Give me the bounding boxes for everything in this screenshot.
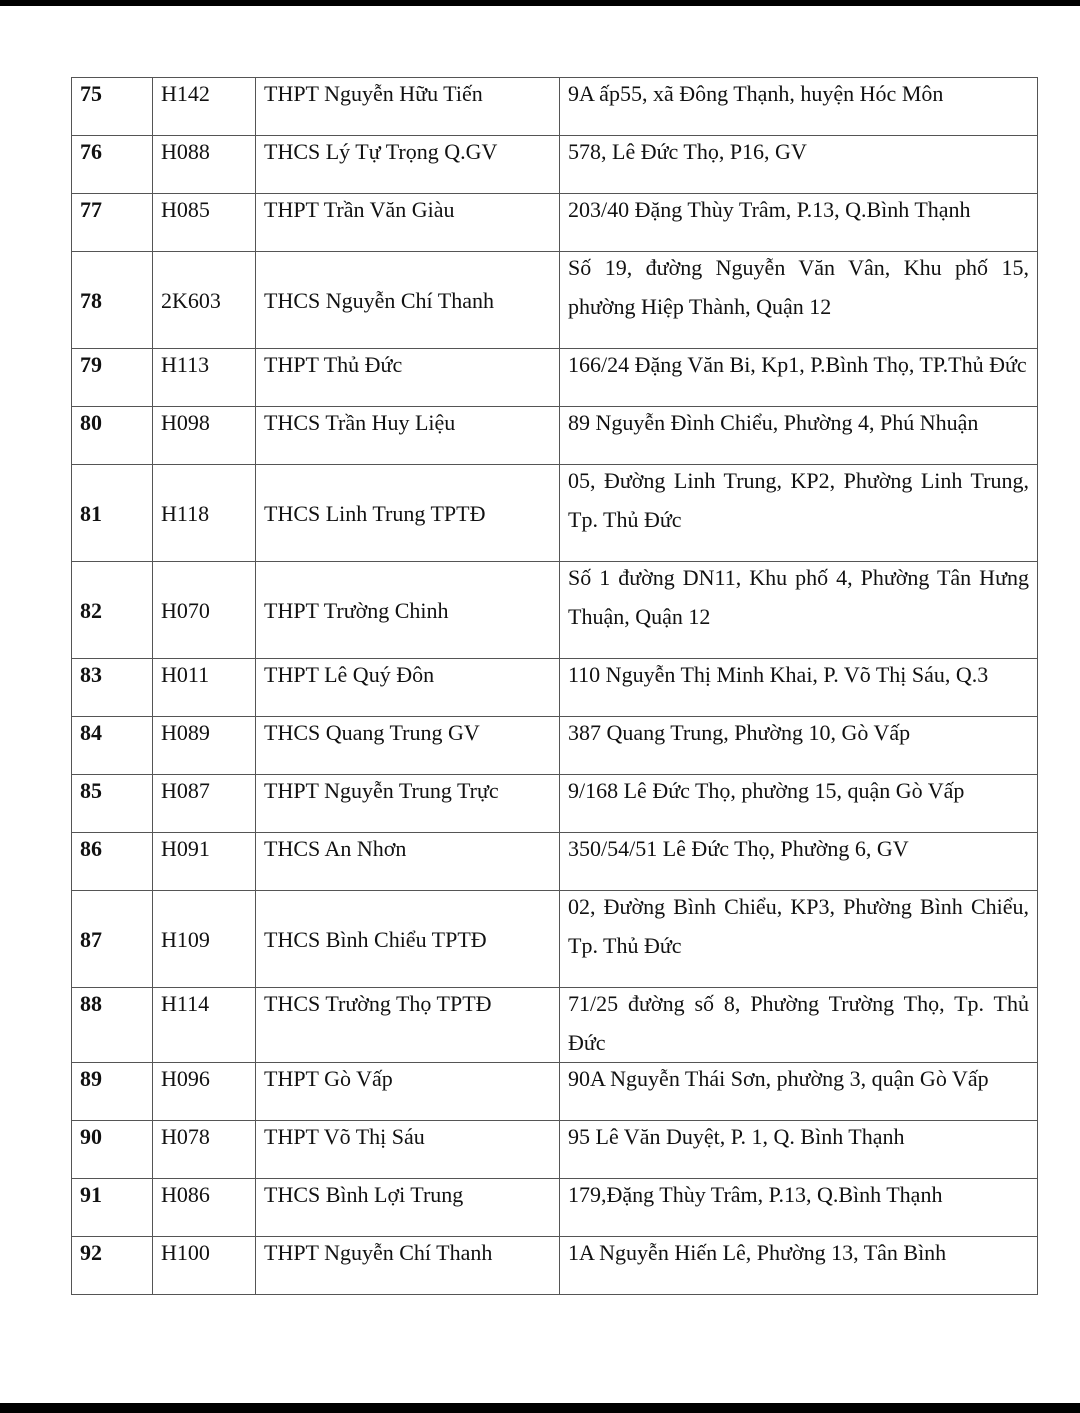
row-number-cell (72, 988, 153, 1063)
school-code-cell (153, 252, 256, 349)
school-name-cell (256, 78, 560, 136)
school-address-cell (560, 891, 1038, 988)
school-address-cell (560, 407, 1038, 465)
school-code-cell (153, 775, 256, 833)
table-row (72, 465, 1038, 562)
school-code-cell (153, 349, 256, 407)
row-number-cell (72, 833, 153, 891)
school-address: 9A ấp55, xã Đông Thạnh, huyện Hóc Môn (568, 81, 944, 106)
school-code-cell (153, 78, 256, 136)
school-name-cell (256, 1121, 560, 1179)
table-row (72, 659, 1038, 717)
table-row (72, 78, 1038, 136)
school-address-cell (560, 1237, 1038, 1295)
school-address: 110 Nguyễn Thị Minh Khai, P. Võ Thị Sáu, Q.3 (568, 662, 989, 687)
school-code: H089 (161, 720, 210, 745)
school-address-cell (560, 78, 1038, 136)
school-code-cell (153, 833, 256, 891)
school-code: H096 (161, 1066, 210, 1091)
row-number: 79 (80, 352, 102, 377)
school-code: H114 (161, 991, 210, 1016)
school-address-cell (560, 659, 1038, 717)
school-code-cell (153, 465, 256, 562)
table-row (72, 717, 1038, 775)
table-row (72, 194, 1038, 252)
school-code-cell (153, 407, 256, 465)
school-code-cell (153, 717, 256, 775)
school-name: THCS Lý Tự Trọng Q.GV (264, 139, 498, 164)
school-code: H085 (161, 197, 210, 222)
row-number: 76 (80, 139, 102, 164)
school-code-cell (153, 891, 256, 988)
row-number-cell (72, 1121, 153, 1179)
table-row (72, 1179, 1038, 1237)
school-address-cell (560, 1179, 1038, 1237)
school-address-cell (560, 465, 1038, 562)
row-number: 81 (80, 500, 102, 526)
school-name: THCS Bình Lợi Trung (264, 1182, 464, 1207)
row-number: 88 (80, 991, 102, 1016)
row-number-cell (72, 407, 153, 465)
school-code: H100 (161, 1240, 210, 1265)
row-number-cell (72, 562, 153, 659)
table-row (72, 562, 1038, 659)
school-address: Số 19, đường Nguyễn Văn Vân, Khu phố 15, phường Hiệp Thành, Quận 12 (568, 255, 1029, 319)
school-address: 350/54/51 Lê Đức Thọ, Phường 6, GV (568, 836, 909, 861)
school-name-cell (256, 717, 560, 775)
school-code: H098 (161, 410, 210, 435)
school-code: H070 (161, 597, 210, 623)
school-name-cell (256, 775, 560, 833)
row-number: 82 (80, 597, 102, 623)
school-address-cell (560, 349, 1038, 407)
school-address-cell (560, 717, 1038, 775)
table-row (72, 1063, 1038, 1121)
school-name-cell (256, 194, 560, 252)
table-row (72, 833, 1038, 891)
row-number-cell (72, 1179, 153, 1237)
school-name: THPT Lê Quý Đôn (264, 662, 435, 687)
row-number: 91 (80, 1182, 102, 1207)
row-number: 85 (80, 778, 102, 803)
school-code: H118 (161, 500, 210, 526)
school-code: H109 (161, 926, 210, 952)
row-number-cell (72, 659, 153, 717)
school-name: THPT Gò Vấp (264, 1066, 393, 1091)
school-code-cell (153, 562, 256, 659)
school-name: THCS Nguyễn Chí Thanh (264, 287, 494, 313)
school-address: Số 1 đường DN11, Khu phố 4, Phường Tân Hưng Thuận, Quận 12 (568, 565, 1029, 629)
row-number: 92 (80, 1240, 102, 1265)
row-number-cell (72, 252, 153, 349)
school-name: THCS Quang Trung GV (264, 720, 480, 745)
school-name-cell (256, 465, 560, 562)
school-address-cell (560, 1063, 1038, 1121)
school-code: 2K603 (161, 287, 221, 313)
school-address: 89 Nguyễn Đình Chiểu, Phường 4, Phú Nhuận (568, 410, 979, 435)
school-code-cell (153, 988, 256, 1063)
school-name-cell (256, 1179, 560, 1237)
school-name-cell (256, 659, 560, 717)
school-name-cell (256, 136, 560, 194)
school-code-cell (153, 194, 256, 252)
row-number-cell (72, 349, 153, 407)
school-address-cell (560, 136, 1038, 194)
school-address: 02, Đường Bình Chiểu, KP3, Phường Bình Chiểu, Tp. Thủ Đức (568, 894, 1029, 958)
school-name-cell (256, 833, 560, 891)
table-row (72, 775, 1038, 833)
school-name: THPT Trường Chinh (264, 597, 449, 623)
row-number: 86 (80, 836, 102, 861)
school-code-cell (153, 1063, 256, 1121)
row-number-cell (72, 775, 153, 833)
row-number-cell (72, 891, 153, 988)
row-number: 90 (80, 1124, 102, 1149)
school-address-cell (560, 833, 1038, 891)
row-number: 80 (80, 410, 102, 435)
school-address: 179,Đặng Thùy Trâm, P.13, Q.Bình Thạnh (568, 1182, 943, 1207)
school-address: 71/25 đường số 8, Phường Trường Thọ, Tp. Thủ Đức (568, 991, 1029, 1055)
school-code: H091 (161, 836, 210, 861)
school-address-cell (560, 562, 1038, 659)
school-name-cell (256, 1237, 560, 1295)
row-number: 77 (80, 197, 102, 222)
table-row (72, 407, 1038, 465)
school-code-cell (153, 659, 256, 717)
school-code: H087 (161, 778, 210, 803)
school-name-cell (256, 407, 560, 465)
school-name: THCS An Nhơn (264, 836, 407, 861)
row-number: 75 (80, 81, 102, 106)
school-name-cell (256, 349, 560, 407)
table-row (72, 1121, 1038, 1179)
school-code: H078 (161, 1124, 210, 1149)
school-name: THPT Thủ Đức (264, 352, 403, 377)
school-code: H086 (161, 1182, 210, 1207)
school-name: THCS Trường Thọ TPTĐ (264, 991, 492, 1016)
school-code-cell (153, 1237, 256, 1295)
table-row (72, 136, 1038, 194)
school-address-cell (560, 775, 1038, 833)
school-address: 95 Lê Văn Duyệt, P. 1, Q. Bình Thạnh (568, 1124, 905, 1149)
school-address: 9/168 Lê Đức Thọ, phường 15, quận Gò Vấp (568, 778, 965, 803)
row-number-cell (72, 1237, 153, 1295)
row-number: 87 (80, 926, 102, 952)
table-row (72, 1237, 1038, 1295)
school-code-cell (153, 136, 256, 194)
school-address: 05, Đường Linh Trung, KP2, Phường Linh Trung, Tp. Thủ Đức (568, 468, 1029, 532)
table-row (72, 349, 1038, 407)
school-address-cell (560, 194, 1038, 252)
school-address: 203/40 Đặng Thùy Trâm, P.13, Q.Bình Thạnh (568, 197, 971, 222)
school-code-cell (153, 1179, 256, 1237)
school-name: THPT Nguyễn Chí Thanh (264, 1240, 493, 1265)
school-address: 578, Lê Đức Thọ, P16, GV (568, 139, 807, 164)
school-code: H113 (161, 352, 210, 377)
row-number: 84 (80, 720, 102, 745)
school-name: THPT Võ Thị Sáu (264, 1124, 425, 1149)
school-name: THCS Trần Huy Liệu (264, 410, 456, 435)
top-border-bar (0, 0, 1080, 6)
table-row (72, 988, 1038, 1063)
school-address-cell (560, 988, 1038, 1063)
school-name: THCS Bình Chiểu TPTĐ (264, 926, 487, 952)
school-table (71, 77, 1038, 1295)
row-number-cell (72, 465, 153, 562)
school-name-cell (256, 891, 560, 988)
school-name: THPT Nguyễn Trung Trực (264, 778, 499, 803)
school-table-body (72, 78, 1038, 1295)
bottom-border-bar (0, 1403, 1080, 1413)
school-address: 387 Quang Trung, Phường 10, Gò Vấp (568, 720, 911, 745)
row-number-cell (72, 194, 153, 252)
table-row (72, 891, 1038, 988)
school-name-cell (256, 562, 560, 659)
school-code: H088 (161, 139, 210, 164)
table-row (72, 252, 1038, 349)
school-name: THCS Linh Trung TPTĐ (264, 500, 486, 526)
school-name-cell (256, 1063, 560, 1121)
school-code: H011 (161, 662, 210, 687)
school-address: 166/24 Đặng Văn Bi, Kp1, P.Bình Thọ, TP.Thủ Đức (568, 352, 1027, 377)
school-code-cell (153, 1121, 256, 1179)
school-name-cell (256, 988, 560, 1063)
school-name: THPT Nguyễn Hữu Tiến (264, 81, 483, 106)
row-number: 89 (80, 1066, 102, 1091)
school-address: 90A Nguyễn Thái Sơn, phường 3, quận Gò Vấp (568, 1066, 989, 1091)
school-address-cell (560, 252, 1038, 349)
row-number-cell (72, 717, 153, 775)
row-number-cell (72, 78, 153, 136)
school-address-cell (560, 1121, 1038, 1179)
school-name-cell (256, 252, 560, 349)
school-name: THPT Trần Văn Giàu (264, 197, 455, 222)
row-number-cell (72, 136, 153, 194)
row-number: 78 (80, 287, 102, 313)
row-number-cell (72, 1063, 153, 1121)
school-code: H142 (161, 81, 210, 106)
row-number: 83 (80, 662, 102, 687)
school-address: 1A Nguyễn Hiến Lê, Phường 13, Tân Bình (568, 1240, 947, 1265)
